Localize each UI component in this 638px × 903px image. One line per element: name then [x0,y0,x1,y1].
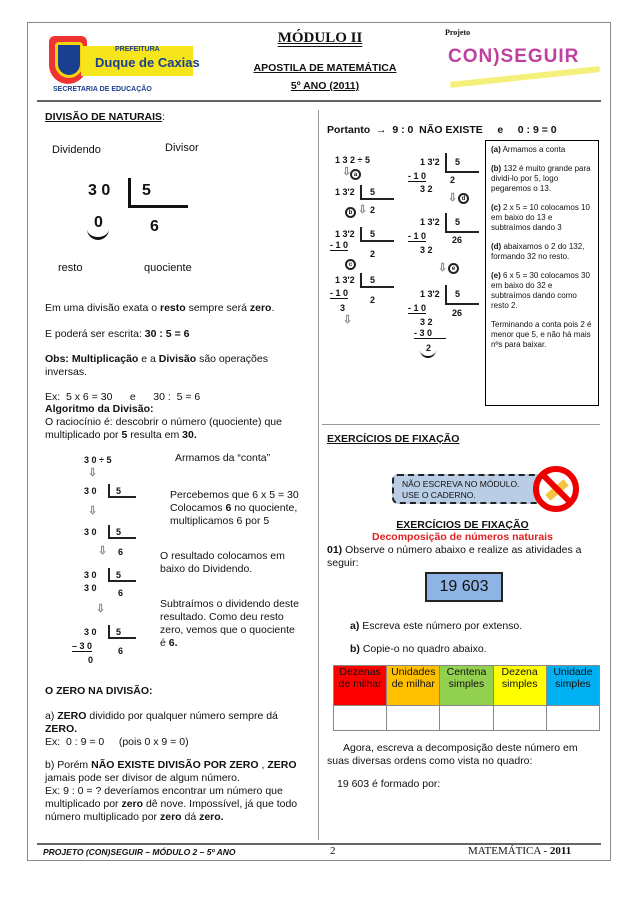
grade: 5º ANO (2011) [290,80,360,92]
calc-sub: - 1 0 [408,303,427,313]
step-neg: – 3 0 [72,641,93,651]
step-quotient: 6 [118,547,124,557]
calc-sub: - 1 0 [408,171,427,181]
table-header-cell: Centena simples [440,666,493,706]
step-divisor: 5 [116,627,122,637]
table-header-cell: Dezenas de milhar [334,666,387,706]
calc-quotient: 26 [452,235,463,245]
header-divider [37,100,601,102]
logo-duque-de-caxias: PREFEITURA Duque de Caxias SECRETARIA DE EDUCAÇÃO [45,32,195,94]
warning-box [392,474,542,504]
down-arrow-icon: ⇩ [358,204,368,216]
steps-explanation-box [485,140,599,406]
bracket [360,185,394,200]
no-writing-icon [533,466,579,512]
calc-num: 3 2 [420,317,433,327]
colon: : [162,111,165,123]
division-diagram [50,140,250,280]
algorithm-title: Algoritmo da Divisão: [45,403,154,415]
step-b: (b) 132 é muito grande para dividi-lo por 5, logo pegaremos o 13. [491,164,591,193]
calc-quotient: 2 [450,175,456,185]
step-marker-b: b [345,207,356,218]
down-arrow-icon: ⇩ [448,192,458,204]
exercises-subtitle: Decomposição de números naturais [372,531,553,543]
formed-by-text: 19 603 é formado por: [337,778,441,790]
down-arrow-icon: ⇩ [96,603,106,615]
calc-divisor: 5 [455,289,461,299]
dividend: 3 0 [88,182,111,199]
table-empty-cell[interactable] [387,706,440,731]
down-arrow-icon: ⇩ [88,505,98,517]
calc-rest: 2 [426,343,432,353]
resto-label: resto [58,262,83,274]
decomposition-text: Agora, escreva a decomposição deste número em suas diversas ordens como vista no quadro: [327,742,578,767]
calc-sub: - 1 0 [408,231,427,241]
step-a: (a) Armamos a conta [491,145,566,154]
page-number: 2 [330,845,336,857]
algo-step-3: O resultado colocamos em baixo do Dividendo. [160,550,285,575]
bracket [360,227,394,242]
step-c: (c) 2 x 5 = 10 colocamos 10 em baixo do 13 e subtraímos dando 3 [491,203,590,232]
table-header-cell: Unidade simples [546,666,599,706]
exercises-heading: EXERCÍCIOS DE FIXAÇÃO [327,433,460,445]
table-empty-cell[interactable] [440,706,493,731]
algorithm-steps-diagram [70,452,160,672]
zero-rule-a: a) ZERO dividido por qualquer número sempre dá ZERO. Ex: 0 : 9 = 0 (pois 0 x 9 = 0) [45,710,278,748]
calc-divisor: 5 [370,229,376,239]
bracket [108,568,136,582]
calc-quotient: 2 [370,295,376,305]
rest-value: 0 [94,214,103,231]
question-b: b) Copie-o no quadro abaixo. [350,643,487,655]
paragraph-obs: Obs: Multiplicação e a Divisão são operações inversas. [45,353,268,378]
step-quotient: 6 [118,646,124,656]
dividendo-label: Dividendo [52,144,101,156]
bracket [108,484,136,498]
paragraph-exact-division: Em uma divisão exata o resto sempre será zero. [45,302,275,314]
calc-num: 1 3'2 [420,217,440,227]
footer-subject: MATEMÁTICA - 2011 [468,845,572,857]
warning-line1: NÃO ESCREVA NO MÓDULO. [402,479,520,489]
calc-rest: 3 [340,303,346,313]
calc-sub: - 1 0 [330,240,349,250]
table-header-cell: Dezena simples [493,666,546,706]
down-arrow-icon: ⇩ [88,467,98,479]
calc-quotient: 26 [452,308,463,318]
step-e: (e) 6 x 5 = 30 colocamos 30 em baixo do 32 e subtraímos dando como resto 2. [491,271,590,310]
step-d: (d) abaixamos o 2 do 132, formando 32 no resto. [491,242,585,261]
calc-divisor: 5 [455,217,461,227]
step-head: 3 0 ÷ 5 [84,455,112,465]
calc-quotient: 2 [370,249,376,259]
step-marker-d: d [458,193,469,204]
long-division-steps [330,145,480,395]
rest-smile [87,228,109,240]
table-empty-cell[interactable] [493,706,546,731]
subtitle: APOSTILA DE MATEMÁTICA [253,62,397,74]
down-arrow-icon: ⇩ [98,545,108,557]
calc-divisor: 5 [370,187,376,197]
division-bracket [128,178,188,208]
number-box: 19 603 [425,572,503,602]
example-line: Ex: 5 x 6 = 30 e 30 : 5 = 6 [45,391,201,403]
bracket [108,625,136,639]
question-1: 01) Observe o número abaixo e realize as atividades a seguir: [327,544,582,569]
calc-num: 1 3'2 [420,289,440,299]
quotient-value: 6 [150,218,159,235]
footer-project: PROJETO (CON)SEGUIR – MÓDULO 2 – 5º ANO [43,847,236,857]
calc-divisor: 5 [455,157,461,167]
bracket [360,273,394,288]
step-marker-a: a [350,169,361,180]
step-conclusion: Terminando a conta pois 2 é menor que 5, e não há mais nºs para baixar. [491,320,592,349]
calc-num: 1 3'2 [335,187,355,197]
place-value-table [333,665,600,731]
calc-num: 1 3'2 [420,157,440,167]
right-divider [322,424,600,425]
step-dividend: 3 0 [84,570,97,580]
step-dividend: 3 0 [84,627,97,637]
portanto-line: Portanto → 9 : 0 NÃO EXISTE e 0 : 9 = 0 [327,124,557,136]
exercises-title: EXERCÍCIOS DE FIXAÇÃO [396,519,529,531]
table-empty-cell[interactable] [546,706,599,731]
algo-step-1: Armamos da “conta” [175,452,271,464]
bracket [108,525,136,539]
step-divisor: 5 [116,486,122,496]
divisor: 5 [142,182,151,199]
step-divisor: 5 [116,527,122,537]
divisor-label: Divisor [165,142,199,154]
column-divider [318,110,319,840]
calc-num: 1 3'2 [335,229,355,239]
paragraph-written: E poderá ser escrita: 30 : 5 = 6 [45,328,190,340]
step-rest: 0 [88,655,94,665]
down-arrow-icon: ⇩ [438,262,448,274]
step-dividend: 3 0 [84,486,97,496]
calc-sub: - 1 0 [330,288,349,298]
bracket [445,213,479,233]
calc-sub: - 3 0 [414,328,446,339]
step-marker-c: c [345,259,356,270]
down-arrow-icon: ⇩ [343,314,353,326]
table-empty-cell[interactable] [334,706,387,731]
calc-quotient: 2 [370,205,376,215]
zero-rule-b: b) Porém NÃO EXISTE DIVISÃO POR ZERO , ZERO jamais pode ser divisor de algum número. Ex: 9 : 0 = ? deveríamos encontrar um número que multiplicado por zero dê nove. Impossível, já que todo número multiplicado por zero dá zero. [45,759,298,823]
algo-step-4: Subtraímos o dividendo deste resultado. Como deu resto zero, vemos que o quociente é 6. [160,598,299,649]
bracket [445,285,479,305]
calc-head: 1 3 2 ÷ 5 [335,155,370,165]
calc-divisor: 5 [370,275,376,285]
calc-num: 3 2 [420,184,433,194]
section-title [45,111,165,123]
calc-num: 1 3'2 [335,275,355,285]
table-header-cell: Unidades de milhar [387,666,440,706]
step-dividend: 3 0 [84,527,97,537]
bracket [445,153,479,173]
section-title-text: DIVISÃO DE NATURAIS [45,111,163,123]
step-divisor: 5 [116,570,122,580]
algo-step-2: Percebemos que 6 x 5 = 30 Colocamos 6 no quociente, multiplicamos 6 por 5 [170,489,299,527]
question-a: a) Escreva este número por extenso. [350,620,523,632]
step-marker-e: e [448,263,459,274]
step-quotient: 6 [118,588,124,598]
quociente-label: quociente [144,262,192,274]
rest-smile [420,350,436,358]
module-title: MÓDULO II [277,30,363,46]
warning-line2: USE O CADERNO. [402,490,476,500]
step-sub: 3 0 [84,583,97,593]
calc-num: 3 2 [420,245,433,255]
zero-title: O ZERO NA DIVISÃO: [45,685,153,697]
down-arrow-icon: ⇩ [342,166,352,178]
algorithm-text: O raciocínio é: descobrir o número (quociente) que multiplicado por 5 resulta em 30. [45,416,282,441]
logo-conseguir: Projeto CON)SEGUIR [440,28,600,98]
